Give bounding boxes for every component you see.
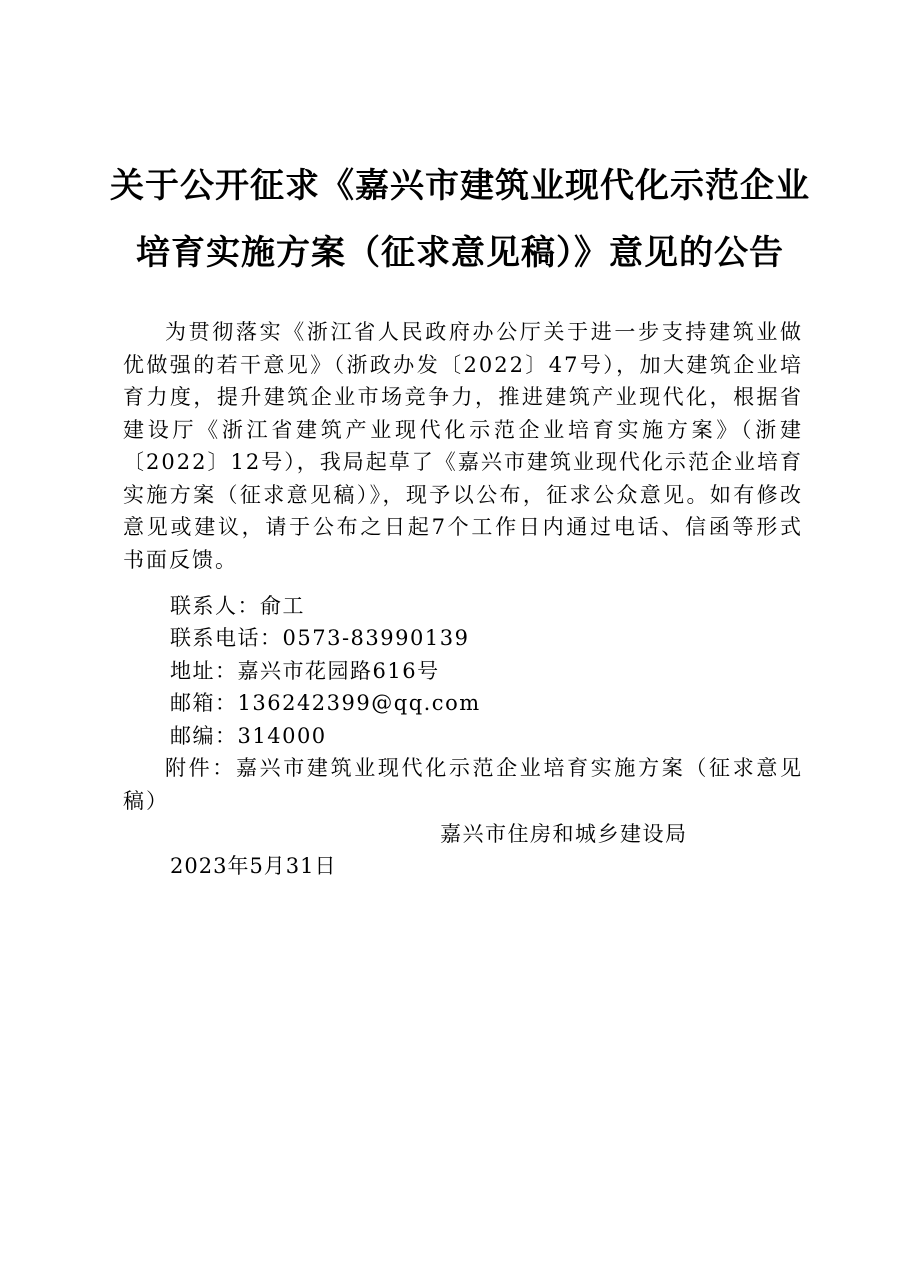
contact-phone: 联系电话：0573-83990139: [170, 626, 470, 650]
announcement-body: 为贯彻落实《浙江省人民政府办公厅关于进一步支持建筑业做优做强的若干意见》（浙政办发〔2022〕47号），加大建筑企业培育力度，提升建筑企业市场竞争力，推进建筑产业现代化，根据省建设厅《浙江省建筑产业现代化示范企业培育实施方案》（浙建〔2022〕12号），我局起草了《嘉兴市建筑业现代化示范企业培育实施方案（征求意见稿）》，现予以公布，征求公众意见。如有修改意见或建议，请于公布之日起7个工作日内通过电话、信函等形式书面反馈。: [123, 320, 803, 572]
attachment-note: 附件：嘉兴市建筑业现代化示范企业培育实施方案（征求意见稿）: [123, 756, 803, 813]
contact-address: 地址：嘉兴市花园路616号: [170, 659, 440, 683]
issue-date: 2023年5月31日: [170, 854, 337, 878]
document-title-line-2: 培育实施方案（征求意见稿）》意见的公告: [136, 233, 784, 273]
contact-email: 邮箱：136242399@qq.com: [170, 691, 481, 715]
issuer-signature: 嘉兴市住房和城乡建设局: [440, 822, 688, 846]
document-title-line-1: 关于公开征求《嘉兴市建筑业现代化示范企业: [110, 166, 810, 206]
contact-person: 联系人：俞工: [170, 594, 305, 618]
contact-postcode: 邮编：314000: [170, 724, 327, 748]
